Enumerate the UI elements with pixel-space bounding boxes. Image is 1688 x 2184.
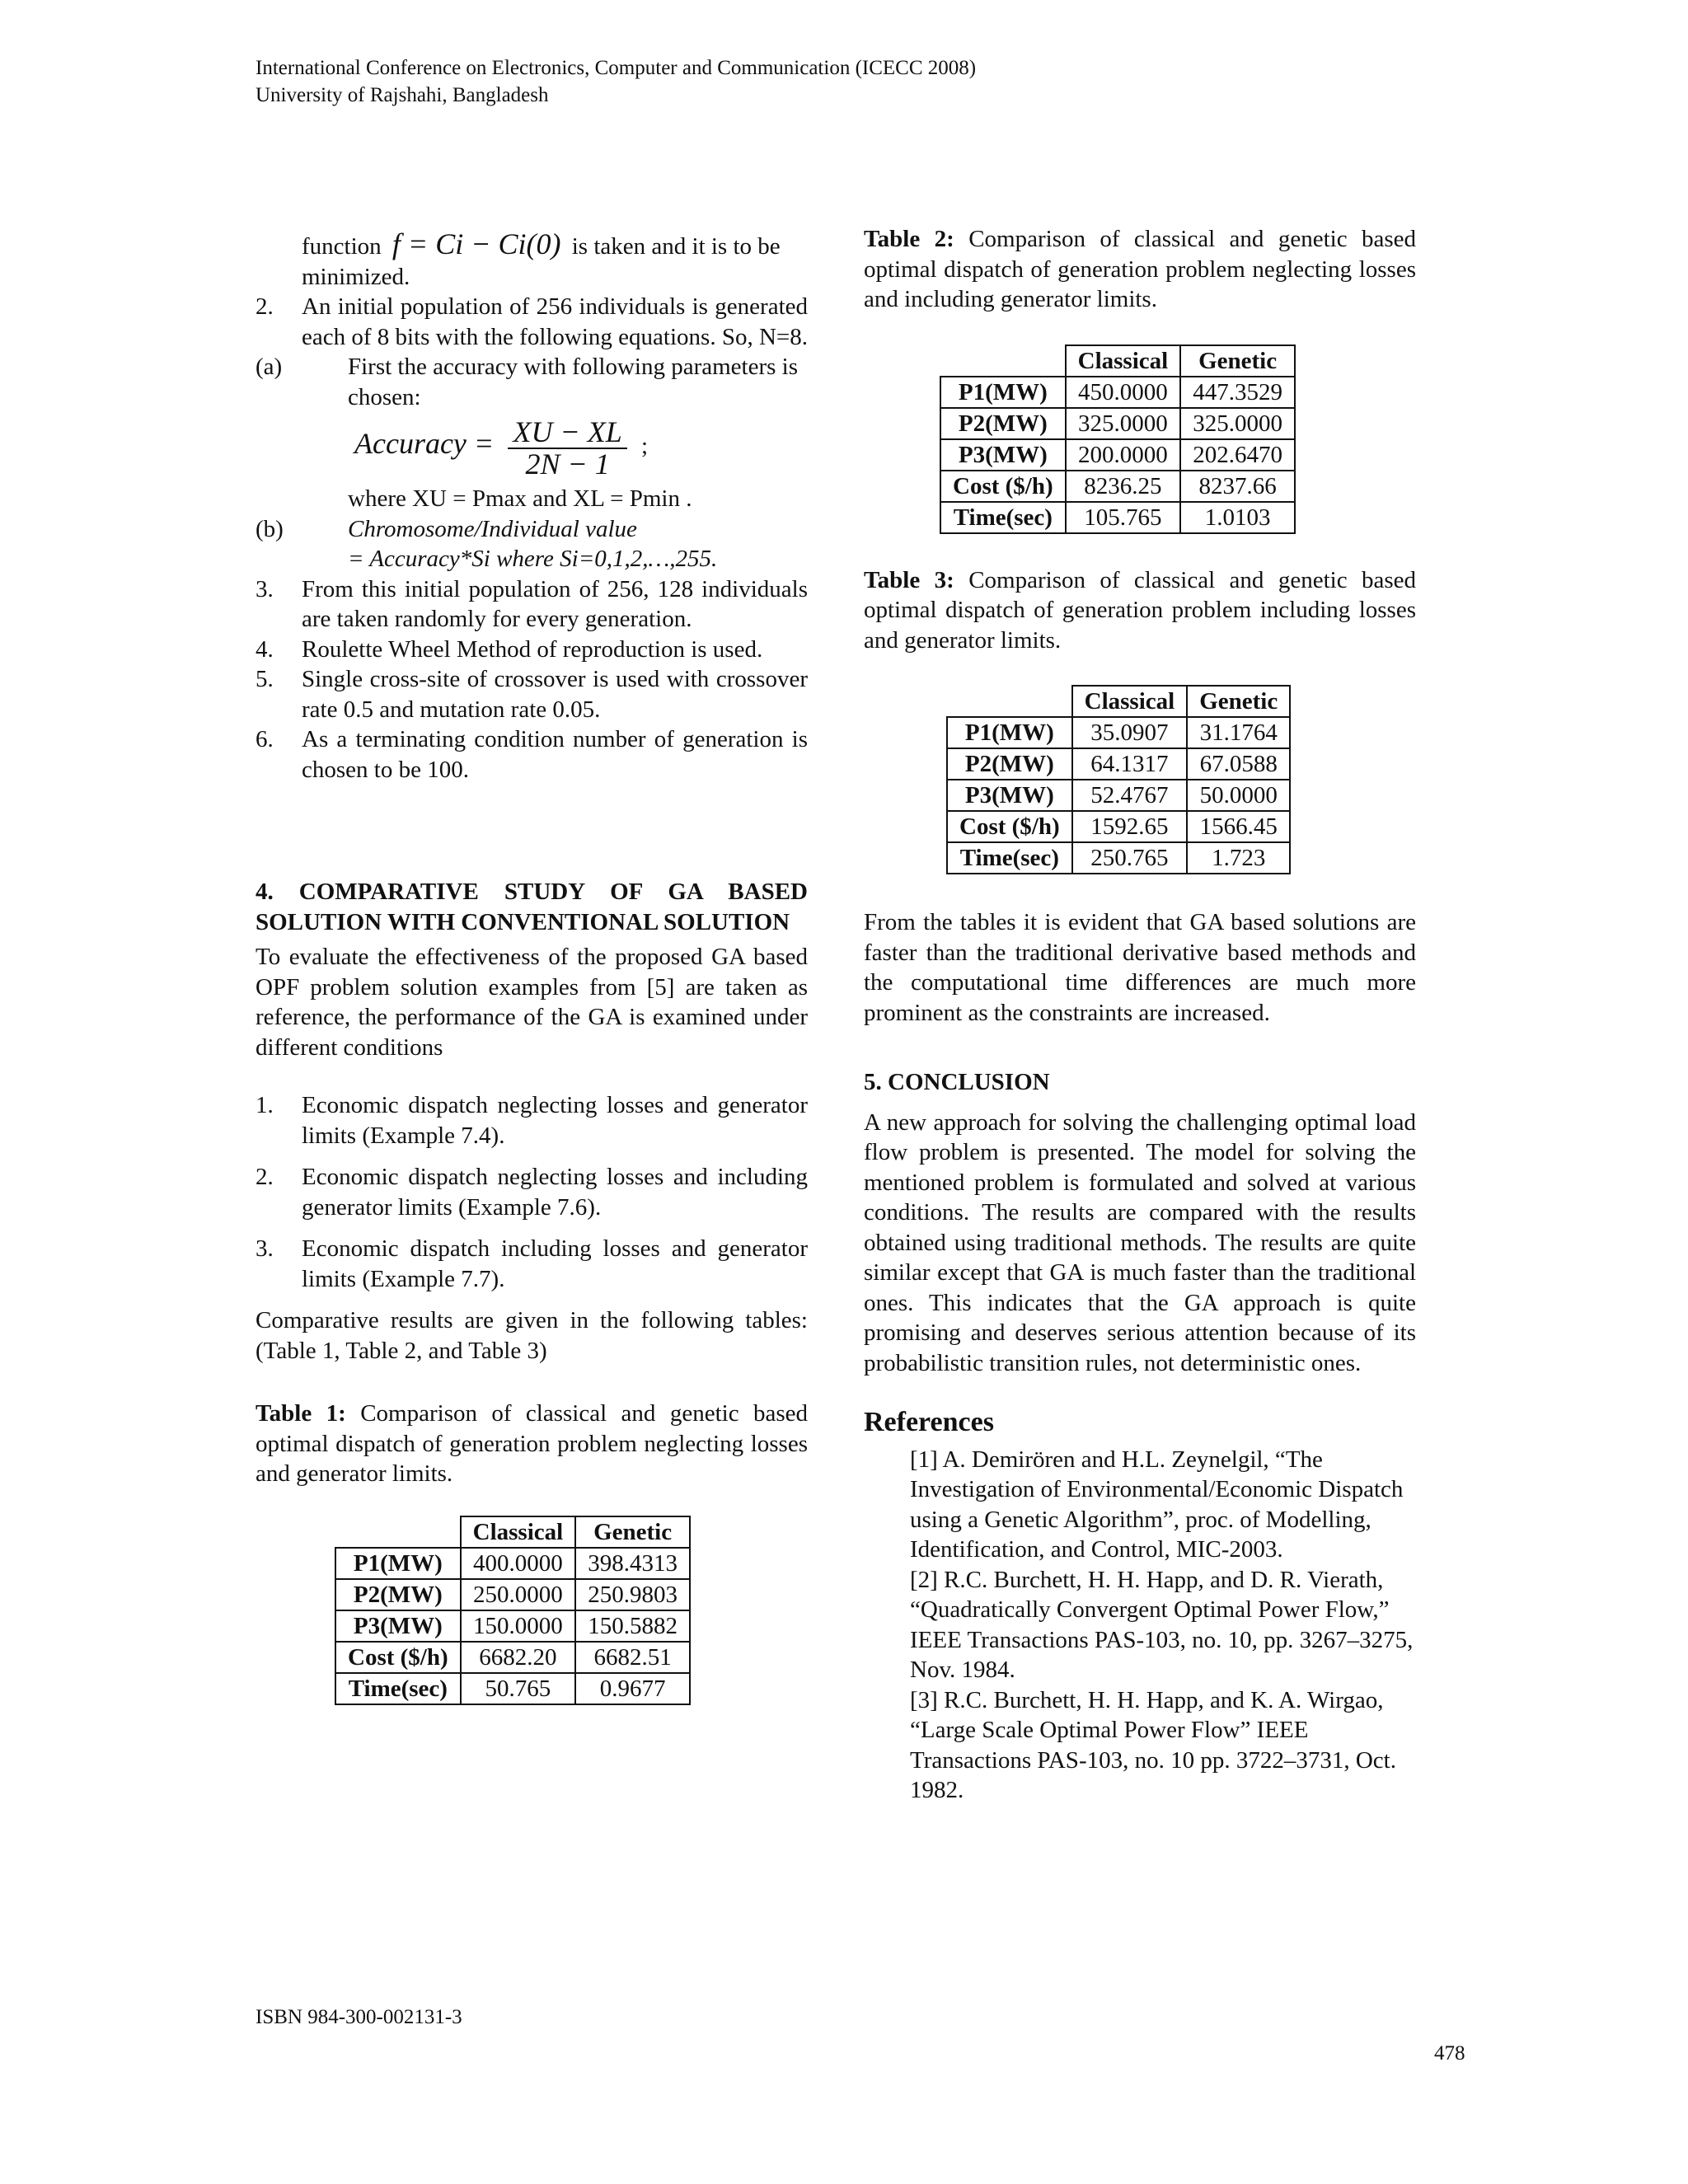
row-label: Time(sec) [947, 842, 1072, 874]
table-cell: 447.3529 [1180, 377, 1295, 408]
row-label: P3(MW) [940, 439, 1066, 471]
item-text: As a terminating condition number of generation is chosen to be 100. [302, 726, 808, 783]
item-number: 2. [256, 293, 274, 320]
page-header [256, 54, 976, 109]
table-3-caption-text: Comparison of classical and genetic based optimal dispatch of generation problem including losses and generator limits. [864, 566, 1416, 654]
list-item [256, 1090, 808, 1151]
table-cell: 64.1317 [1072, 748, 1188, 780]
table-row [335, 1610, 690, 1642]
accuracy-tail: ; [641, 433, 649, 460]
column-header: Genetic [575, 1516, 690, 1548]
table-2-caption-text: Comparison of classical and genetic based optimal dispatch of generation problem neglecting losses and including generator limits. [864, 226, 1416, 312]
page-number: 478 [1434, 2042, 1465, 2064]
section-4-paragraph: To evaluate the effectiveness of the proposed GA based OPF problem solution examples from [5] are taken as reference, the performance of the GA is examined under different conditions [256, 944, 808, 1061]
table-corner-cell [940, 345, 1066, 377]
table-cell: 398.4313 [575, 1548, 690, 1579]
table-cell: 325.0000 [1180, 408, 1295, 439]
references-title: References [864, 1407, 994, 1437]
table-cell: 35.0907 [1072, 717, 1188, 748]
row-label: P2(MW) [947, 748, 1072, 780]
row-label: Cost ($/h) [940, 471, 1066, 502]
list-item [256, 1234, 808, 1294]
list-item [256, 352, 808, 412]
table-cell: 67.0588 [1187, 748, 1290, 780]
tables-paragraph: From the tables it is evident that GA based solutions are faster than the traditional derivative based methods and the computational time differences are much more prominent as the constraints are increased. [864, 909, 1416, 1026]
column-header: Genetic [1180, 345, 1295, 377]
function-formula: f = Ci − Ci(0) [392, 227, 561, 260]
table-cell: 52.4767 [1072, 780, 1188, 811]
row-label: P1(MW) [940, 377, 1066, 408]
row-label: Time(sec) [335, 1673, 461, 1704]
item-text: Economic dispatch neglecting losses and generator limits (Example 7.4). [302, 1092, 808, 1149]
row-label: P1(MW) [335, 1548, 461, 1579]
table-cell: 1592.65 [1072, 811, 1188, 842]
table-3-label: Table 3: [864, 566, 954, 593]
column-header: Classical [461, 1516, 576, 1548]
list-item [256, 724, 808, 785]
table-2 [940, 344, 1296, 534]
table-cell: 150.5882 [575, 1610, 690, 1642]
item-number: 2. [256, 1164, 274, 1190]
table-corner-cell [947, 686, 1072, 717]
item-number: 1. [256, 1092, 274, 1118]
item-number: 3. [256, 575, 274, 602]
accuracy-numerator: XU − XL [508, 417, 626, 449]
table-row [947, 811, 1290, 842]
table-1-label: Table 1: [256, 1400, 346, 1427]
column-header: Genetic [1187, 686, 1290, 717]
header-university: University of Rajshahi, Bangladesh [256, 84, 549, 106]
table-cell: 1.723 [1187, 842, 1290, 874]
table-cell: 0.9677 [575, 1673, 690, 1704]
table-cell: 250.9803 [575, 1579, 690, 1610]
function-line [256, 229, 808, 292]
item-text: Economic dispatch neglecting losses and including generator limits (Example 7.6). [302, 1164, 808, 1221]
function-suffix: is taken and it is to be minimized. [302, 233, 781, 290]
table-row [947, 717, 1290, 748]
item-text: Economic dispatch including losses and generator limits (Example 7.7). [302, 1235, 808, 1292]
row-label: Time(sec) [940, 502, 1066, 533]
list-item [256, 574, 808, 635]
table-3-caption [864, 565, 1416, 656]
item-text: From this initial population of 256, 128 individuals are taken randomly for every generation. [302, 575, 808, 632]
table-row [335, 1642, 690, 1673]
table-row [947, 748, 1290, 780]
table-cell: 50.765 [461, 1673, 576, 1704]
table-cell: 150.0000 [461, 1610, 576, 1642]
right-column [864, 224, 1416, 1806]
table-cell: 105.765 [1066, 502, 1181, 533]
row-label: P2(MW) [335, 1579, 461, 1610]
accuracy-denominator: 2N − 1 [525, 447, 610, 480]
table-1-caption [256, 1399, 808, 1489]
row-label: P2(MW) [940, 408, 1066, 439]
table-cell: 202.6470 [1180, 439, 1295, 471]
table-2-label: Table 2: [864, 226, 954, 252]
comparative-paragraph: Comparative results are given in the following tables: (Table 1, Table 2, and Table 3) [256, 1307, 808, 1364]
table-cell: 200.0000 [1066, 439, 1181, 471]
table-row [335, 1548, 690, 1579]
accuracy-fraction [508, 417, 626, 479]
conclusion-title: 5. CONCLUSION [864, 1069, 1050, 1095]
function-prefix: function [302, 233, 382, 260]
table-cell: 325.0000 [1066, 408, 1181, 439]
table-cell: 50.0000 [1187, 780, 1290, 811]
table-row [940, 502, 1295, 533]
item-number: 3. [256, 1235, 274, 1262]
table-1-caption-text: Comparison of classical and genetic based optimal dispatch of generation problem neglecting losses and generator limits. [256, 1400, 808, 1487]
table-1 [335, 1516, 691, 1705]
row-label: P3(MW) [947, 780, 1072, 811]
table-row [947, 780, 1290, 811]
row-label: P3(MW) [335, 1610, 461, 1642]
item-number: 6. [256, 726, 274, 752]
table-cell: 400.0000 [461, 1548, 576, 1579]
item-text: An initial population of 256 individuals is generated each of 8 bits with the following equations. So, N=8. [302, 293, 808, 350]
conclusion-paragraph: A new approach for solving the challenging optimal load flow problem is presented. The model for solving the mentioned problem is formulated and solved at various conditions. The results are compared with the results obtained using traditional methods. The results are quite similar except that GA is much faster than the traditional ones. This indicates that the GA approach is quite promising and deserves serious attention because of its probabilistic transition rules, not deterministic ones. [864, 1108, 1416, 1376]
table-row [940, 377, 1295, 408]
table-cell: 1566.45 [1187, 811, 1290, 842]
list-item [256, 1162, 808, 1222]
section-4-title: 4. COMPARATIVE STUDY OF GA BASED SOLUTION WITH CONVENTIONAL SOLUTION [256, 879, 808, 935]
column-header: Classical [1066, 345, 1181, 377]
isbn: ISBN 984-300-002131-3 [256, 2006, 462, 2028]
header-conference: International Conference on Electronics, Computer and Communication (ICECC 2008) [256, 57, 977, 79]
list-item [256, 292, 808, 352]
table-row [335, 1673, 690, 1704]
item-number: (b) [256, 515, 284, 542]
table-header-row [947, 686, 1290, 717]
item-text: First the accuracy with following parameters is chosen: [348, 354, 799, 410]
table-row [940, 439, 1295, 471]
item-text: Single cross-site of crossover is used with crossover rate 0.5 and mutation rate 0.05. [302, 666, 808, 723]
table-header-row [940, 345, 1295, 377]
list-item [256, 664, 808, 724]
item-text: = Accuracy*Si where Si=0,1,2,…,255. [348, 546, 718, 572]
item-text: Roulette Wheel Method of reproduction is used. [302, 635, 763, 663]
table-row [335, 1579, 690, 1610]
reference-item: [1] A. Demirören and H.L. Zeynelgil, “The Investigation of Environmental/Economic Dispatch using a Genetic Algorithm”, proc. of Modelling, Identification, and Control, MIC-2003. [910, 1446, 1404, 1563]
table-header-row [335, 1516, 690, 1548]
item-number: 4. [256, 635, 274, 663]
table-cell: 8236.25 [1066, 471, 1181, 502]
list-item [256, 635, 808, 665]
item-text: Chromosome/Individual value [348, 515, 637, 542]
reference-item: [3] R.C. Burchett, H. H. Happ, and K. A. Wirgao, “Large Scale Optimal Power Flow” IEEE Transactions PAS-103, no. 10 pp. 3722–3731, Oct. 1982. [910, 1686, 1396, 1803]
table-cell: 250.0000 [461, 1579, 576, 1610]
left-column [256, 229, 808, 1705]
row-label: Cost ($/h) [947, 811, 1072, 842]
table-cell: 450.0000 [1066, 377, 1181, 408]
column-header: Classical [1072, 686, 1188, 717]
table-cell: 8237.66 [1180, 471, 1295, 502]
table-cell: 6682.20 [461, 1642, 576, 1673]
table-cell: 1.0103 [1180, 502, 1295, 533]
table-cell: 6682.51 [575, 1642, 690, 1673]
item-number: (a) [256, 354, 283, 380]
table-cell: 31.1764 [1187, 717, 1290, 748]
table-corner-cell [335, 1516, 461, 1548]
table-row [940, 471, 1295, 502]
accuracy-lhs: Accuracy = [354, 427, 495, 461]
row-label: Cost ($/h) [335, 1642, 461, 1673]
table-3 [946, 685, 1291, 874]
accuracy-equation [256, 417, 808, 479]
list-item [256, 514, 808, 574]
item-number: 5. [256, 666, 274, 692]
table-row [940, 408, 1295, 439]
table-row [947, 842, 1290, 874]
table-2-caption [864, 224, 1416, 315]
table-cell: 250.765 [1072, 842, 1188, 874]
where-line: where XU = Pmax and XL = Pmin . [348, 485, 692, 512]
reference-item: [2] R.C. Burchett, H. H. Happ, and D. R. Vierath, “Quadratically Convergent Optimal Power Flow,” IEEE Transactions PAS-103, no. 10, pp. 3267–3275, Nov. 1984. [910, 1566, 1414, 1683]
row-label: P1(MW) [947, 717, 1072, 748]
